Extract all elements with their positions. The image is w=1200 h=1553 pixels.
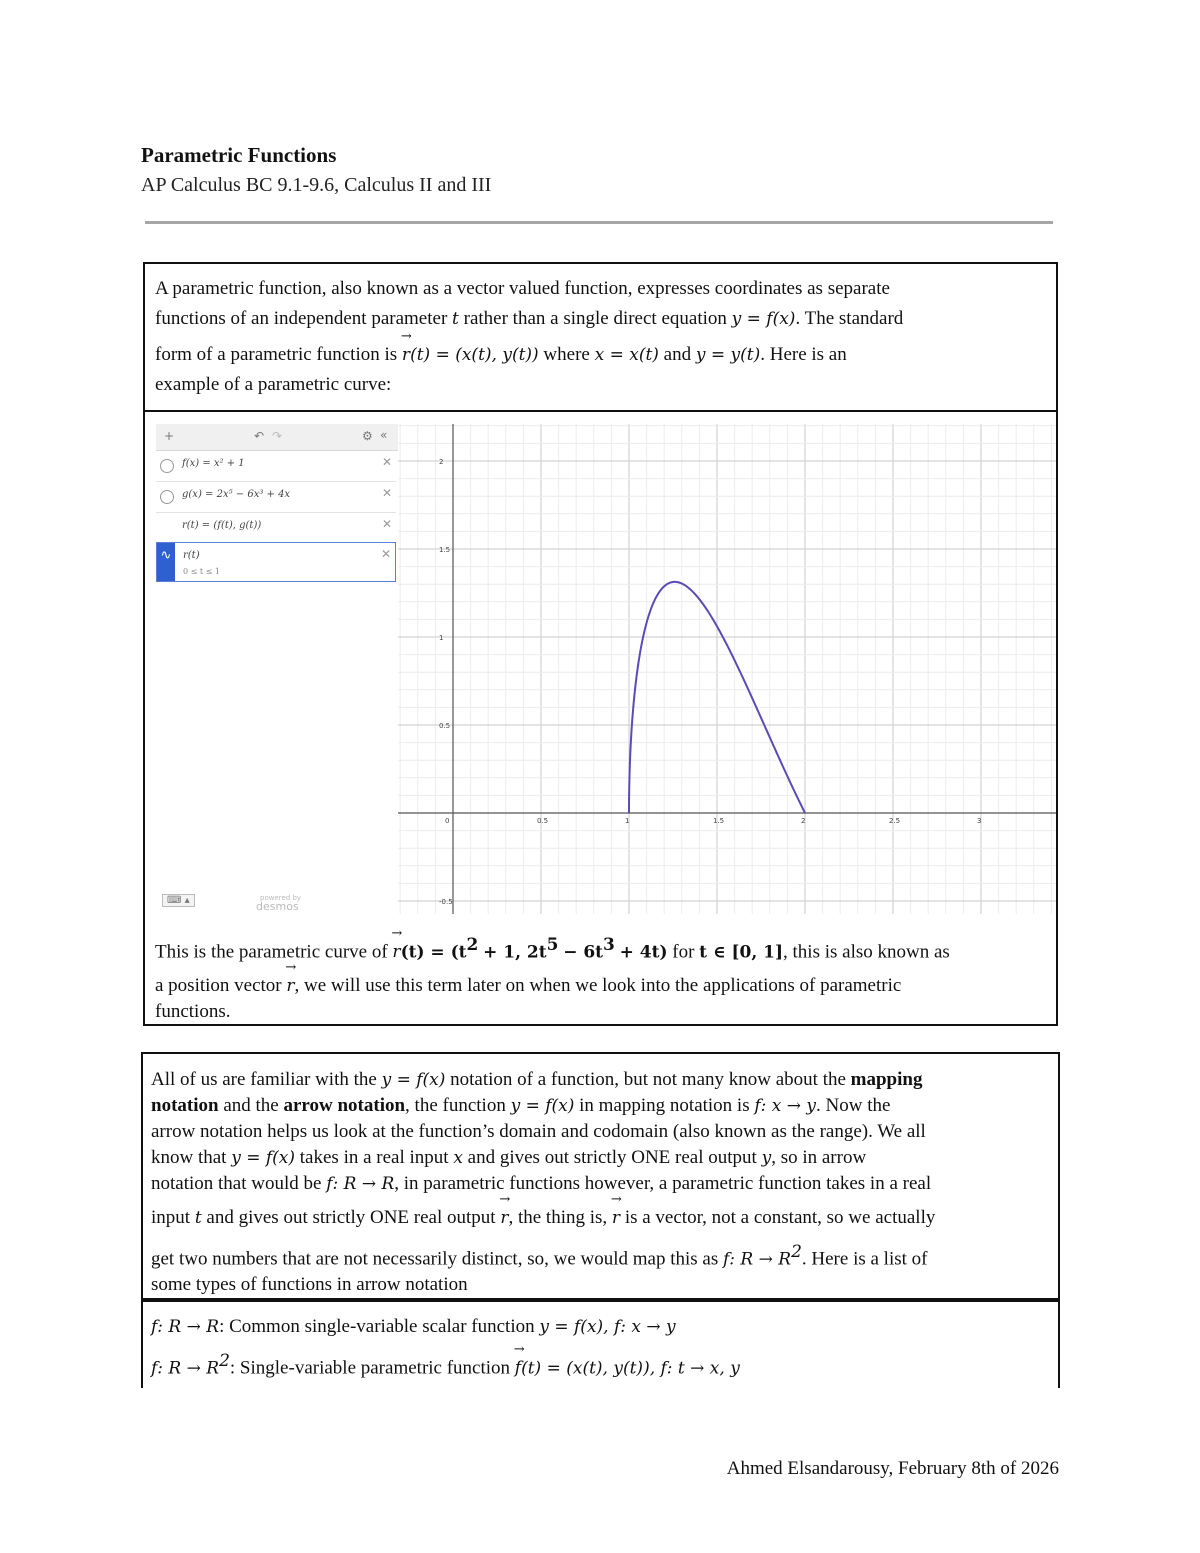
gear-icon[interactable]: ⚙	[362, 429, 373, 443]
mapping-line-6: input t and gives out strictly ONE real output → r, the thing is, → r is a vector, not a constant, so we actually	[151, 1205, 1051, 1231]
footer-author-date: Ahmed Elsandarousy, February 8th of 2026	[726, 1458, 1059, 1479]
intro-line-2: functions of an independent parameter t rather than a single direct equation y = f(x). The standard	[155, 308, 904, 329]
hide-toggle[interactable]	[160, 490, 174, 504]
page-title: Parametric Functions	[141, 143, 337, 167]
add-icon[interactable]: +	[164, 429, 175, 443]
expression-text: f(x) = x² + 1	[182, 458, 245, 469]
undo-icon[interactable]: ↶	[254, 429, 265, 443]
x-tick-label: 1	[625, 817, 630, 825]
caption-line-1: This is the parametric curve of → $r(t) = (t^2 + 1$, $2t^5 - 6t^3 + 4t$) for t ∈ [0, 1], this is also known as	[155, 930, 1050, 967]
desmos-logo: desmos	[256, 900, 299, 913]
mapping-line-1: All of us are familiar with the y = f(x) notation of a function, but not many know about the mapping	[151, 1069, 923, 1090]
close-icon[interactable]: ✕	[380, 547, 391, 561]
x-tick-label: 0	[445, 817, 450, 825]
close-icon[interactable]: ✕	[381, 455, 392, 469]
mapping-text	[151, 1067, 1051, 1298]
type-row-scalar: f: R → R: Common single-variable scalar function y = f(x), f: x → y	[151, 1316, 676, 1337]
x-tick-label: 1.5	[713, 817, 725, 825]
mapping-line-7: get two numbers that are not necessarily distinct, so, we would map this as f: $R \to R^2$. Here is a list of	[151, 1242, 928, 1270]
mapping-line-2: notation and the arrow notation, the function y = f(x) in mapping notation is f: x → y. Now the	[151, 1095, 891, 1116]
hide-toggle[interactable]	[160, 459, 174, 473]
mapping-line-8: some types of functions in arrow notation	[151, 1274, 468, 1296]
expression-row[interactable]	[156, 513, 396, 544]
mapping-line-4: know that y = f(x) takes in a real input x and gives out strictly ONE real output y, so in arrow	[151, 1147, 867, 1168]
keyboard-icon[interactable]: ⌨ ▴	[162, 894, 195, 907]
expression-row-active[interactable]	[156, 542, 396, 582]
mapping-line-5: notation that would be f: R → R, in parametric functions however, a parametric function takes in a real	[151, 1173, 932, 1194]
expression-text: r(t) = (f(t), g(t))	[182, 520, 262, 531]
range-text: 0 ≤ t ≤ 1	[183, 567, 220, 576]
intro-text	[155, 274, 1050, 400]
caption-text	[155, 930, 1050, 1023]
redo-icon[interactable]: ↷	[272, 429, 283, 443]
x-tick-label: 0.5	[537, 817, 549, 825]
caption-line-3: functions.	[155, 1001, 231, 1023]
expression-toolbar	[156, 424, 398, 451]
curve-color-icon[interactable]: ∿	[157, 543, 175, 581]
y-tick-label: 0.5	[439, 722, 451, 730]
intro-line-1: A parametric function, also known as a vector valued function, expresses coordinates as separate	[155, 278, 890, 299]
type-row-parametric: f: $R \to R^2$: Single-variable parametric function → f(t) = (x(t), y(t)), f: t → x, y	[151, 1346, 1051, 1383]
caption-line-2: a position vector → r, we will use this term later on when we look into the applications of parametric	[155, 971, 1050, 1001]
header-divider	[145, 221, 1053, 224]
x-tick-label: 3	[977, 817, 982, 825]
parametric-plot	[398, 424, 1056, 914]
intro-line-3: form of a parametric function is → r(t) = (x(t), y(t)) where x = x(t) and y = y(t). Here is an	[155, 340, 1050, 370]
y-tick-label: 1	[439, 634, 444, 642]
page-subtitle: AP Calculus BC 9.1-9.6, Calculus II and III	[141, 174, 492, 196]
expression-row[interactable]	[156, 451, 396, 482]
y-tick-label: 2	[439, 458, 444, 466]
graph-canvas[interactable]	[398, 424, 1056, 914]
expression-text: g(x) = 2x⁵ − 6x³ + 4x	[182, 489, 291, 500]
expression-row[interactable]	[156, 482, 396, 513]
close-icon[interactable]: ✕	[381, 486, 392, 500]
close-icon[interactable]: ✕	[381, 517, 392, 531]
desmos-expression-panel	[156, 424, 398, 914]
y-tick-label: 1.5	[439, 546, 451, 554]
intro-line-4: example of a parametric curve:	[155, 374, 392, 395]
types-list	[151, 1312, 1051, 1383]
expression-text: r(t)	[183, 550, 200, 561]
powered-by-label: powered by	[260, 894, 302, 902]
collapse-icon[interactable]: «	[380, 428, 388, 442]
y-tick-label: -0.5	[439, 898, 453, 906]
x-tick-label: 2.5	[889, 817, 901, 825]
mapping-line-3: arrow notation helps us look at the function’s domain and codomain (also known as the range). We all	[151, 1121, 926, 1142]
x-tick-label: 2	[801, 817, 806, 825]
